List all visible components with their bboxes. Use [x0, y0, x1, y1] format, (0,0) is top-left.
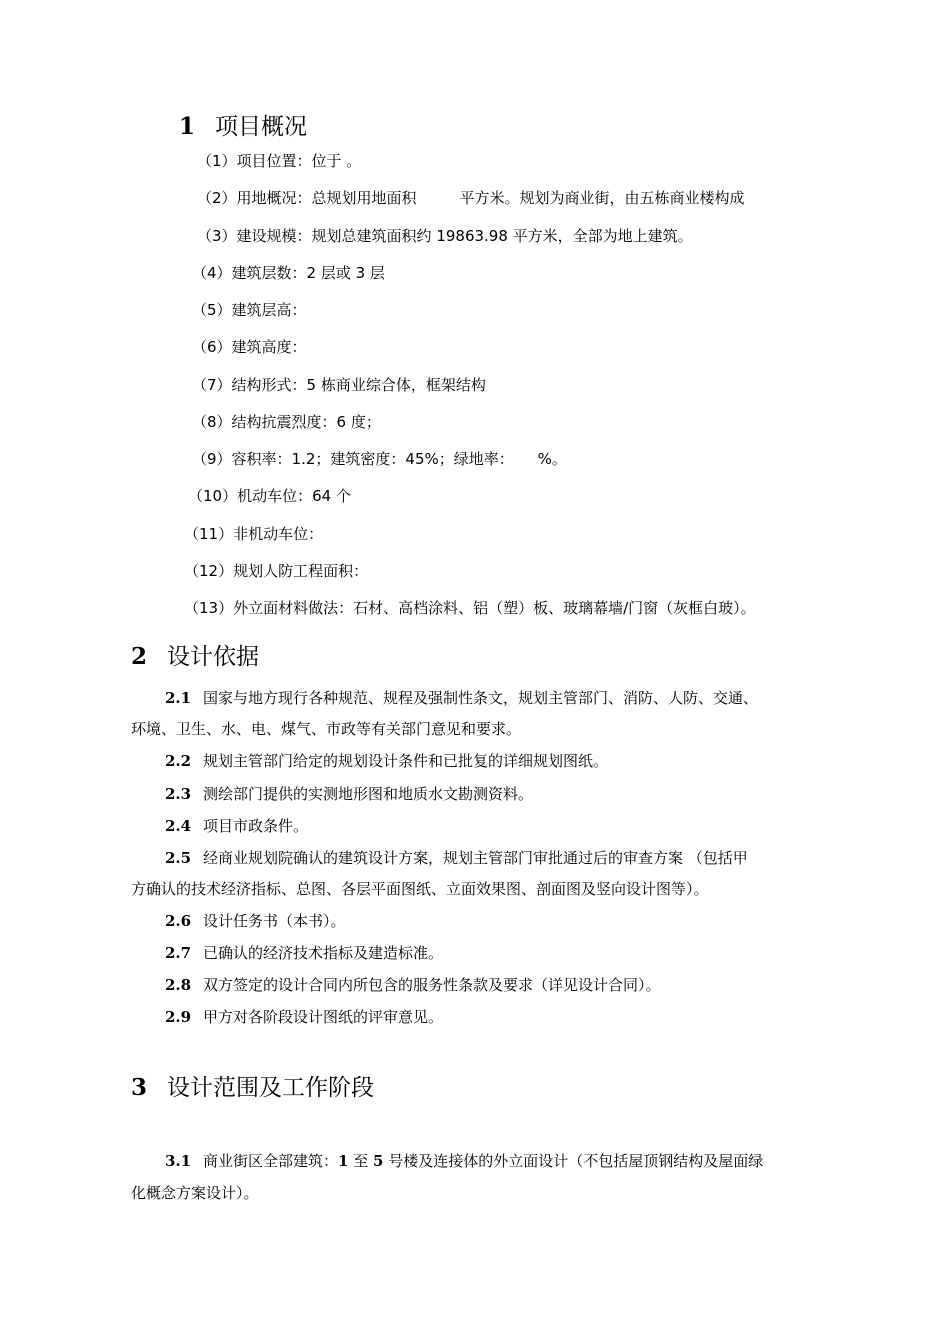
list-item: （10）机动车位：64 个 — [188, 487, 351, 505]
item-text: 双方签定的设计合同内所包含的服务性条款及要求（详见设计合同）。 — [203, 976, 661, 994]
item-text-bold: 5 — [373, 1152, 384, 1170]
item-number: 2.9 — [165, 1008, 192, 1026]
section-title: 设计范围及工作阶段 — [167, 1075, 374, 1101]
item-number: 2.5 — [165, 849, 192, 867]
item-text: 经商业规划院确认的建筑设计方案，规划主管部门审批通过后的审查方案 （包括甲 — [203, 849, 748, 867]
paragraph — [165, 687, 758, 708]
item-number: 2.4 — [165, 817, 192, 835]
paragraph — [165, 1006, 443, 1027]
item-number: 2.7 — [165, 944, 192, 962]
paragraph — [165, 1150, 763, 1171]
paragraph — [165, 910, 346, 931]
item-text: 设计任务书（本书）。 — [203, 912, 346, 930]
list-item: （13）外立面材料做法：石材、高档涂料、铝（塑）板、玻璃幕墙/门窗（灰框白玻）。 — [184, 599, 756, 617]
item-number: 2.6 — [165, 912, 192, 930]
section-number: 1 — [179, 113, 196, 140]
list-item: （1）项目位置：位于 。 — [197, 152, 362, 170]
item-text: 至 — [348, 1152, 373, 1170]
list-item: （6）建筑高度： — [192, 338, 307, 356]
paragraph — [165, 783, 533, 804]
item-text: 号楼及连接体的外立面设计（不包括屋顶钢结构及屋面绿 — [383, 1152, 764, 1170]
list-item: （12）规划人防工程面积： — [184, 562, 369, 580]
item-text: 已确认的经济技术指标及建造标准。 — [203, 944, 444, 962]
item-text: 项目市政条件。 — [203, 817, 309, 835]
section-title: 项目概况 — [215, 114, 307, 140]
list-item: （7）结构形式：5 栋商业综合体，框架结构 — [192, 376, 486, 394]
section-title: 设计依据 — [167, 644, 259, 670]
item-text-bold: 1 — [338, 1152, 349, 1170]
item-text: 测绘部门提供的实测地形图和地质水文勘测资料。 — [203, 785, 534, 803]
paragraph — [165, 847, 748, 868]
section-1-heading — [179, 108, 307, 141]
paragraph-continuation: 环境、卫生、水、电、煤气、市政等有关部门意见和要求。 — [131, 720, 522, 738]
item-text: 规划主管部门给定的规划设计条件和已批复的详细规划图纸。 — [203, 752, 609, 770]
item-number: 2.8 — [165, 976, 192, 994]
section-number: 2 — [131, 643, 148, 670]
item-text: 甲方对各阶段设计图纸的评审意见。 — [203, 1008, 444, 1026]
paragraph-continuation: 化概念方案设计）。 — [131, 1184, 259, 1202]
list-item: （11）非机动车位： — [184, 525, 324, 543]
list-item: （4）建筑层数：2 层或 3 层 — [192, 264, 385, 282]
section-number: 3 — [131, 1074, 148, 1101]
paragraph-continuation: 方确认的技术经济指标、总图、各层平面图纸、立面效果图、剖面图及竖向设计图等）。 — [131, 880, 709, 898]
item-number: 2.1 — [165, 689, 192, 707]
section-3-heading — [131, 1069, 374, 1102]
item-number: 2.2 — [165, 752, 192, 770]
list-item: （3）建设规模：规划总建筑面积约 19863.98 平方米，全部为地上建筑。 — [197, 227, 693, 245]
paragraph — [165, 974, 661, 995]
paragraph — [165, 942, 443, 963]
list-item: （9）容积率：1.2；建筑密度：45%；绿地率： %。 — [192, 450, 567, 468]
list-item: （2）用地概况：总规划用地面积 平方米。规划为商业街，由五栋商业楼构成 — [197, 189, 745, 207]
paragraph — [165, 815, 308, 836]
list-item: （5）建筑层高： — [192, 301, 307, 319]
paragraph — [165, 750, 608, 771]
section-2-heading — [131, 638, 259, 671]
item-text: 国家与地方现行各种规范、规程及强制性条文，规划主管部门、消防、人防、交通、 — [203, 689, 759, 707]
list-item: （8）结构抗震烈度：6 度； — [192, 413, 381, 431]
item-text: 商业街区全部建筑： — [203, 1152, 339, 1170]
item-number: 3.1 — [165, 1152, 192, 1170]
item-number: 2.3 — [165, 785, 192, 803]
